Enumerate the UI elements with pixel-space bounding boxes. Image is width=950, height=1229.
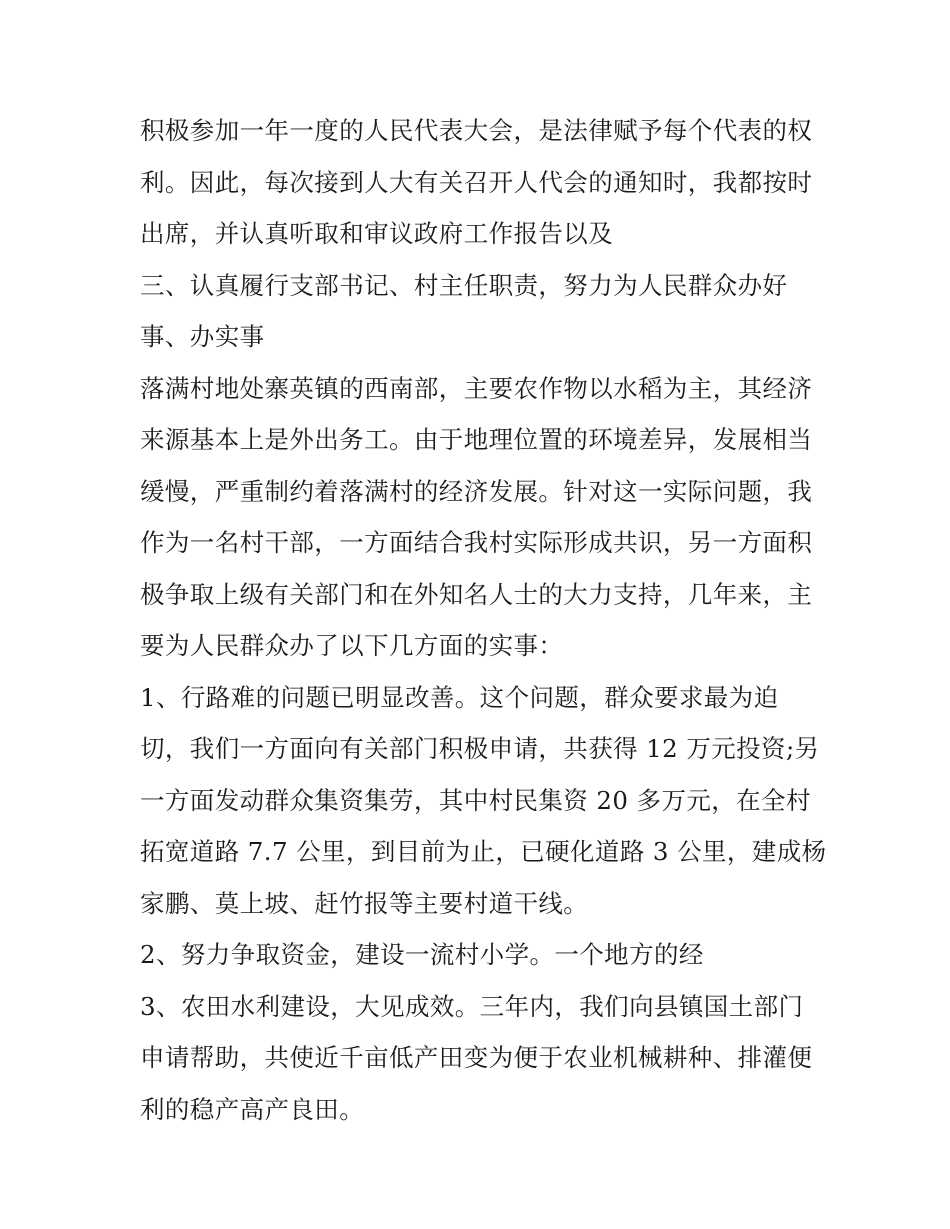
text-line: 拓宽道路 7.7 公里，到目前为止，已硬化道路 3 公里，建成杨 — [140, 837, 827, 866]
document-body — [140, 105, 827, 1135]
text-line: 要为人民群众办了以下几方面的实事： — [140, 631, 564, 660]
text-line: 切，我们一方面向有关部门积极申请，共获得 12 万元投资;另 — [140, 734, 820, 763]
text-line: 缓慢，严重制约着落满村的经济发展。针对这一实际问题，我 — [140, 476, 813, 506]
section-heading-line: 三、认真履行支部书记、村主任职责，努力为人民群众办好 — [140, 270, 788, 300]
list-item-line: 3、农田水利建设，大见成效。三年内，我们向县镇国土部门 — [140, 991, 804, 1021]
text-line: 利。因此，每次接到人大有关召开人代会的通知时，我都按时 — [140, 167, 813, 197]
text-line: 积极参加一年一度的人民代表大会，是法律赋予每个代表的权 — [140, 116, 813, 145]
text-line: 来源基本上是外出务工。由于地理位置的环境差异，发展相当 — [140, 425, 813, 454]
list-item-line: 2、努力争取资金，建设一流村小学。一个地方的经 — [140, 940, 704, 969]
text-line: 极争取上级有关部门和在外知名人士的大力支持，几年来，主 — [140, 579, 813, 609]
text-line: 申请帮助，共使近千亩低产田变为便于农业机械耕种、排灌便 — [140, 1043, 813, 1072]
text-line: 家鹏、莫上坡、赶竹报等主要村道干线。 — [140, 888, 589, 918]
text-line: 一方面发动群众集资集劳，其中村民集资 20 多万元，在全村 — [140, 785, 811, 815]
text-line: 落满村地处寨英镇的西南部，主要农作物以水稻为主，其经济 — [140, 373, 813, 403]
text-line: 作为一名村干部，一方面结合我村实际形成共识，另一方面积 — [140, 528, 813, 557]
text-line: 利的稳产高产良田。 — [140, 1094, 365, 1124]
list-item-line: 1、行路难的问题已明显改善。这个问题，群众要求最为迫 — [140, 682, 779, 712]
text-line: 出席，并认真听取和审议政府工作报告以及 — [140, 219, 614, 248]
section-heading-line: 事、办实事 — [140, 322, 265, 351]
